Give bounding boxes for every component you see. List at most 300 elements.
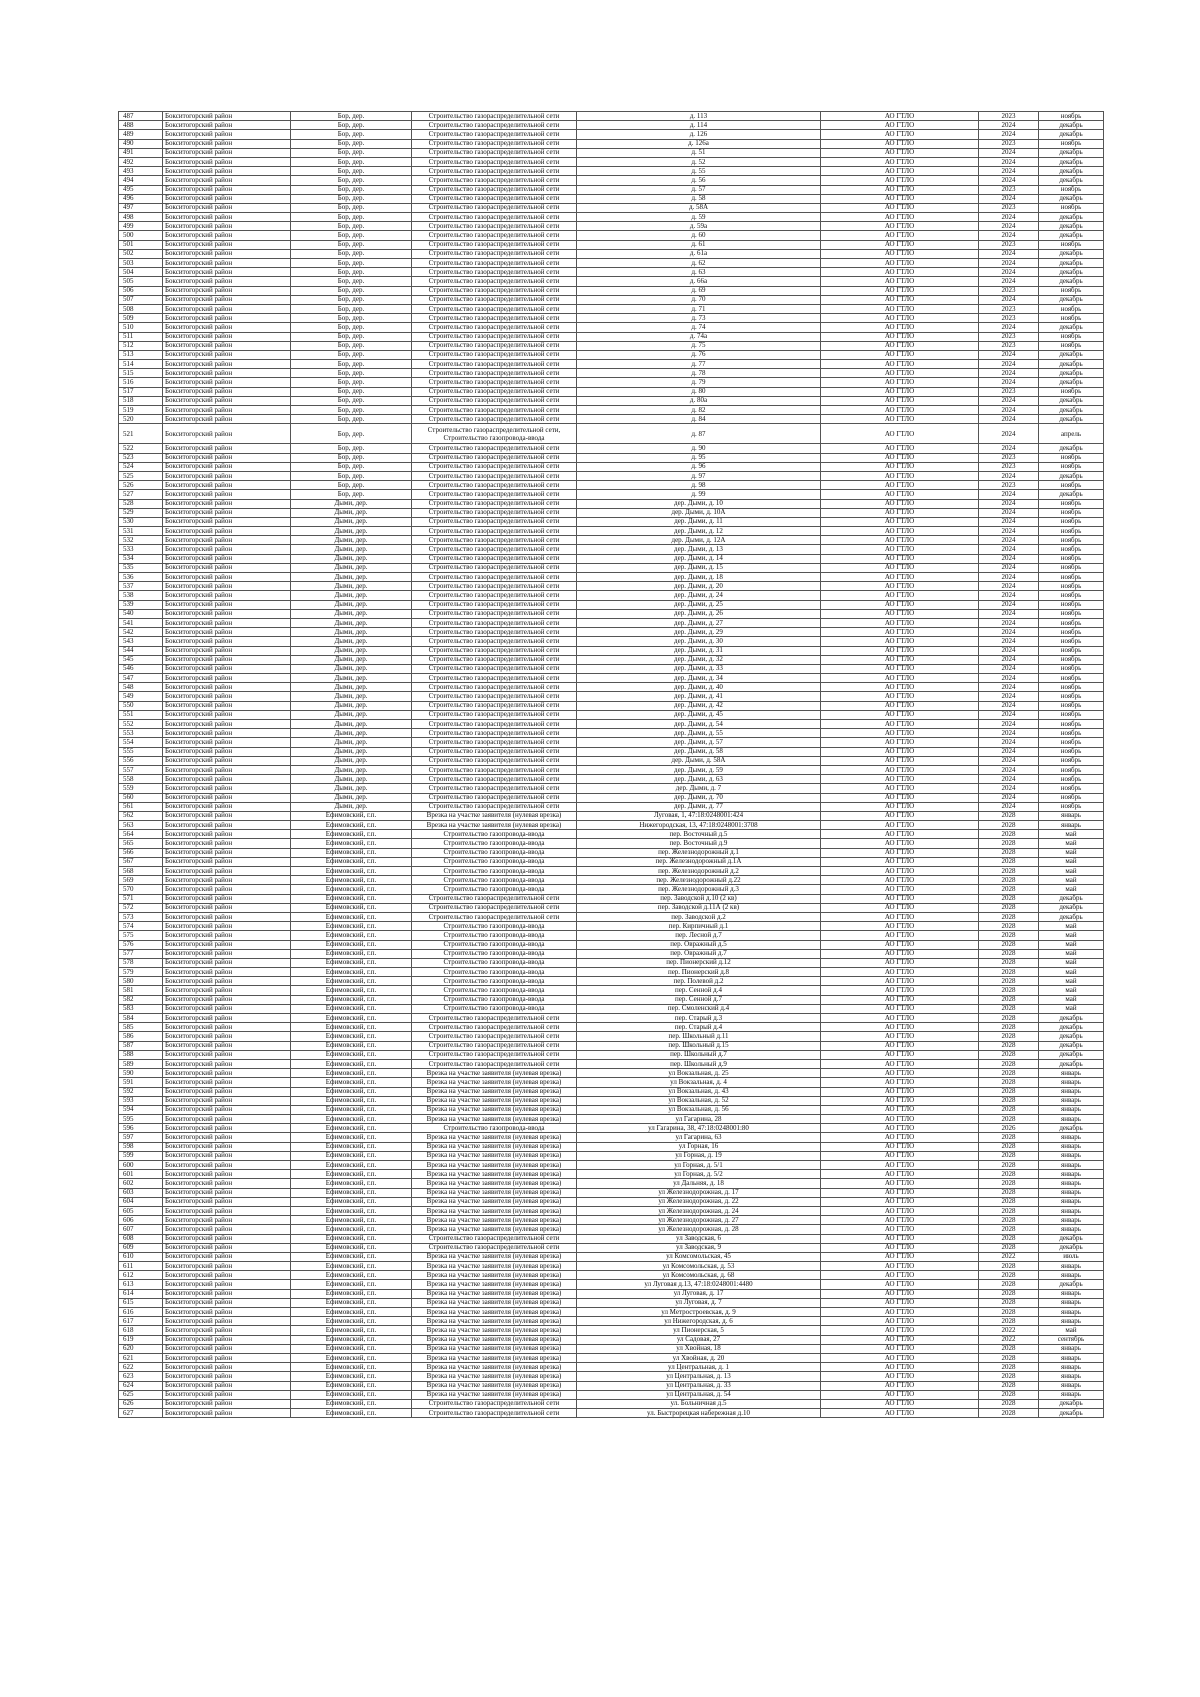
locality-cell: Бор, дер.: [291, 194, 412, 203]
work-type-cell: Врезка на участке заявителя (нулевая врезка): [412, 1363, 577, 1372]
year-cell: 2024: [979, 295, 1039, 304]
organization-cell: АО ГТЛО: [821, 940, 979, 949]
district-cell: Бокситогорский район: [163, 1059, 291, 1068]
address-cell: дер. Дыми, д. 70: [577, 793, 821, 802]
work-type-cell: Строительство газораспределительной сети: [412, 213, 577, 222]
table-row: [119, 1161, 1104, 1170]
year-cell: 2028: [979, 1317, 1039, 1326]
district-cell: Бокситогорский район: [163, 304, 291, 313]
table-row: [119, 268, 1104, 277]
organization-cell: АО ГТЛО: [821, 573, 979, 582]
year-cell: 2028: [979, 1289, 1039, 1298]
address-cell: ул. Больничная д.5: [577, 1399, 821, 1408]
work-type-cell: Строительство газораспределительной сети: [412, 121, 577, 130]
month-cell: январь: [1039, 1344, 1104, 1353]
work-type-cell: Строительство газораспределительной сети: [412, 194, 577, 203]
table-row: [119, 499, 1104, 508]
district-cell: Бокситогорский район: [163, 213, 291, 222]
address-cell: пер. Школьный д.9: [577, 1059, 821, 1068]
year-cell: 2024: [979, 406, 1039, 415]
locality-cell: Бор, дер.: [291, 471, 412, 480]
work-type-cell: Строительство газораспределительной сети: [412, 573, 577, 582]
locality-cell: Бор, дер.: [291, 240, 412, 249]
district-cell: Бокситогорский район: [163, 573, 291, 582]
organization-cell: АО ГТЛО: [821, 664, 979, 673]
work-type-cell: Врезка на участке заявителя (нулевая врезка): [412, 1216, 577, 1225]
organization-cell: АО ГТЛО: [821, 600, 979, 609]
address-cell: д. 80: [577, 387, 821, 396]
row-number-cell: 613: [119, 1280, 163, 1289]
row-number-cell: 529: [119, 508, 163, 517]
table-row: [119, 958, 1104, 967]
table-row: [119, 1363, 1104, 1372]
table-row: [119, 341, 1104, 350]
work-type-cell: Строительство газораспределительной сети: [412, 369, 577, 378]
address-cell: д. 78: [577, 369, 821, 378]
organization-cell: АО ГТЛО: [821, 876, 979, 885]
work-type-cell: Врезка на участке заявителя (нулевая врезка): [412, 1069, 577, 1078]
table-row: [119, 977, 1104, 986]
work-type-cell: Врезка на участке заявителя (нулевая врезка): [412, 1197, 577, 1206]
work-type-cell: Врезка на участке заявителя (нулевая врезка): [412, 1161, 577, 1170]
address-cell: дер. Дыми, д. 57: [577, 738, 821, 747]
locality-cell: Ефимовский, г.п.: [291, 1252, 412, 1261]
locality-cell: Бор, дер.: [291, 277, 412, 286]
address-cell: дер. Дыми, д. 63: [577, 775, 821, 784]
district-cell: Бокситогорский район: [163, 471, 291, 480]
district-cell: Бокситогорский район: [163, 958, 291, 967]
year-cell: 2024: [979, 729, 1039, 738]
month-cell: ноябрь: [1039, 453, 1104, 462]
month-cell: январь: [1039, 1289, 1104, 1298]
organization-cell: АО ГТЛО: [821, 396, 979, 405]
district-cell: Бокситогорский район: [163, 1087, 291, 1096]
table-row: [119, 885, 1104, 894]
district-cell: Бокситогорский район: [163, 1179, 291, 1188]
locality-cell: Бор, дер.: [291, 148, 412, 157]
work-type-cell: Строительство газораспределительной сети: [412, 176, 577, 185]
month-cell: декабрь: [1039, 277, 1104, 286]
row-number-cell: 612: [119, 1271, 163, 1280]
table-row: [119, 387, 1104, 396]
year-cell: 2028: [979, 1032, 1039, 1041]
organization-cell: АО ГТЛО: [821, 1326, 979, 1335]
table-row: [119, 1124, 1104, 1133]
year-cell: 2028: [979, 839, 1039, 848]
year-cell: 2023: [979, 304, 1039, 313]
district-cell: Бокситогорский район: [163, 1206, 291, 1215]
locality-cell: Дыми, дер.: [291, 545, 412, 554]
locality-cell: Бор, дер.: [291, 462, 412, 471]
row-number-cell: 527: [119, 490, 163, 499]
locality-cell: Ефимовский, г.п.: [291, 830, 412, 839]
table-row: [119, 628, 1104, 637]
row-number-cell: 504: [119, 268, 163, 277]
row-number-cell: 544: [119, 646, 163, 655]
year-cell: 2024: [979, 396, 1039, 405]
month-cell: декабрь: [1039, 157, 1104, 166]
row-number-cell: 625: [119, 1390, 163, 1399]
district-cell: Бокситогорский район: [163, 1151, 291, 1160]
organization-cell: АО ГТЛО: [821, 1252, 979, 1261]
year-cell: 2024: [979, 268, 1039, 277]
table-row: [119, 995, 1104, 1004]
district-cell: Бокситогорский район: [163, 462, 291, 471]
year-cell: 2024: [979, 360, 1039, 369]
address-cell: ул Луговая, д. 17: [577, 1289, 821, 1298]
table-row: [119, 1032, 1104, 1041]
district-cell: Бокситогорский район: [163, 1078, 291, 1087]
locality-cell: Дыми, дер.: [291, 701, 412, 710]
row-number-cell: 595: [119, 1115, 163, 1124]
district-cell: Бокситогорский район: [163, 1115, 291, 1124]
district-cell: Бокситогорский район: [163, 185, 291, 194]
table-row: [119, 747, 1104, 756]
row-number-cell: 539: [119, 600, 163, 609]
locality-cell: Бор, дер.: [291, 286, 412, 295]
month-cell: декабрь: [1039, 259, 1104, 268]
locality-cell: Ефимовский, г.п.: [291, 1381, 412, 1390]
organization-cell: АО ГТЛО: [821, 977, 979, 986]
year-cell: 2024: [979, 683, 1039, 692]
organization-cell: АО ГТЛО: [821, 314, 979, 323]
district-cell: Бокситогорский район: [163, 259, 291, 268]
work-type-cell: Строительство газораспределительной сети: [412, 112, 577, 121]
locality-cell: Бор, дер.: [291, 213, 412, 222]
work-type-cell: Строительство газораспределительной сети: [412, 609, 577, 618]
year-cell: 2024: [979, 259, 1039, 268]
table-row: [119, 1243, 1104, 1252]
work-type-cell: Строительство газораспределительной сети: [412, 1032, 577, 1041]
work-type-cell: Врезка на участке заявителя (нулевая врезка): [412, 1289, 577, 1298]
work-type-cell: Врезка на участке заявителя (нулевая врезка): [412, 1280, 577, 1289]
address-cell: д. 77: [577, 360, 821, 369]
work-type-cell: Врезка на участке заявителя (нулевая врезка): [412, 821, 577, 830]
organization-cell: АО ГТЛО: [821, 958, 979, 967]
district-cell: Бокситогорский район: [163, 249, 291, 258]
year-cell: 2028: [979, 968, 1039, 977]
month-cell: декабрь: [1039, 1014, 1104, 1023]
organization-cell: АО ГТЛО: [821, 1142, 979, 1151]
locality-cell: Ефимовский, г.п.: [291, 1179, 412, 1188]
address-cell: ул Хвойная, 18: [577, 1344, 821, 1353]
locality-cell: Дыми, дер.: [291, 765, 412, 774]
table-row: [119, 462, 1104, 471]
table-row: [119, 1252, 1104, 1261]
year-cell: 2024: [979, 655, 1039, 664]
district-cell: Бокситогорский район: [163, 130, 291, 139]
month-cell: январь: [1039, 1105, 1104, 1114]
year-cell: 2024: [979, 517, 1039, 526]
organization-cell: АО ГТЛО: [821, 729, 979, 738]
locality-cell: Дыми, дер.: [291, 527, 412, 536]
work-type-cell: Строительство газораспределительной сети: [412, 314, 577, 323]
organization-cell: АО ГТЛО: [821, 277, 979, 286]
row-number-cell: 495: [119, 185, 163, 194]
locality-cell: Бор, дер.: [291, 360, 412, 369]
row-number-cell: 598: [119, 1142, 163, 1151]
table-row: [119, 259, 1104, 268]
work-type-cell: Строительство газораспределительной сети: [412, 729, 577, 738]
address-cell: ул Метростроевская, д. 9: [577, 1308, 821, 1317]
organization-cell: АО ГТЛО: [821, 1280, 979, 1289]
district-cell: Бокситогорский район: [163, 830, 291, 839]
month-cell: ноябрь: [1039, 185, 1104, 194]
organization-cell: АО ГТЛО: [821, 332, 979, 341]
year-cell: 2024: [979, 471, 1039, 480]
row-number-cell: 516: [119, 378, 163, 387]
locality-cell: Бор, дер.: [291, 139, 412, 148]
district-cell: Бокситогорский район: [163, 1014, 291, 1023]
address-cell: ул Центральная, д. 13: [577, 1372, 821, 1381]
row-number-cell: 540: [119, 609, 163, 618]
organization-cell: АО ГТЛО: [821, 213, 979, 222]
table-row: [119, 350, 1104, 359]
locality-cell: Ефимовский, г.п.: [291, 922, 412, 931]
district-cell: Бокситогорский район: [163, 1262, 291, 1271]
month-cell: декабрь: [1039, 194, 1104, 203]
work-type-cell: Строительство газопровода-ввода: [412, 885, 577, 894]
work-type-cell: Врезка на участке заявителя (нулевая врезка): [412, 1133, 577, 1142]
month-cell: январь: [1039, 1216, 1104, 1225]
district-cell: Бокситогорский район: [163, 341, 291, 350]
organization-cell: АО ГТЛО: [821, 720, 979, 729]
month-cell: январь: [1039, 1381, 1104, 1390]
locality-cell: Ефимовский, г.п.: [291, 1243, 412, 1252]
locality-cell: Бор, дер.: [291, 453, 412, 462]
organization-cell: АО ГТЛО: [821, 1023, 979, 1032]
address-cell: пер. Железнодорожный д.1: [577, 848, 821, 857]
month-cell: май: [1039, 885, 1104, 894]
month-cell: ноябрь: [1039, 674, 1104, 683]
district-cell: Бокситогорский район: [163, 517, 291, 526]
work-type-cell: Строительство газораспределительной сети: [412, 415, 577, 424]
locality-cell: Дыми, дер.: [291, 618, 412, 627]
row-number-cell: 557: [119, 765, 163, 774]
month-cell: ноябрь: [1039, 240, 1104, 249]
locality-cell: Дыми, дер.: [291, 729, 412, 738]
row-number-cell: 560: [119, 793, 163, 802]
year-cell: 2024: [979, 121, 1039, 130]
year-cell: 2028: [979, 1262, 1039, 1271]
locality-cell: Дыми, дер.: [291, 683, 412, 692]
month-cell: январь: [1039, 1151, 1104, 1160]
locality-cell: Ефимовский, г.п.: [291, 1041, 412, 1050]
row-number-cell: 601: [119, 1170, 163, 1179]
row-number-cell: 602: [119, 1179, 163, 1188]
work-type-cell: Строительство газораспределительной сети: [412, 240, 577, 249]
year-cell: 2028: [979, 1151, 1039, 1160]
year-cell: 2024: [979, 350, 1039, 359]
row-number-cell: 492: [119, 157, 163, 166]
work-type-cell: Строительство газораспределительной сети: [412, 490, 577, 499]
table-row: [119, 139, 1104, 148]
district-cell: Бокситогорский район: [163, 323, 291, 332]
work-type-cell: Строительство газораспределительной сети: [412, 332, 577, 341]
address-cell: д. 79: [577, 378, 821, 387]
district-cell: Бокситогорский район: [163, 240, 291, 249]
locality-cell: Ефимовский, г.п.: [291, 949, 412, 958]
organization-cell: АО ГТЛО: [821, 1096, 979, 1105]
district-cell: Бокситогорский район: [163, 1161, 291, 1170]
row-number-cell: 618: [119, 1326, 163, 1335]
table-row: [119, 839, 1104, 848]
row-number-cell: 489: [119, 130, 163, 139]
locality-cell: Дыми, дер.: [291, 573, 412, 582]
year-cell: 2024: [979, 536, 1039, 545]
district-cell: Бокситогорский район: [163, 600, 291, 609]
address-cell: д. 52: [577, 157, 821, 166]
row-number-cell: 608: [119, 1234, 163, 1243]
organization-cell: АО ГТЛО: [821, 508, 979, 517]
month-cell: ноябрь: [1039, 203, 1104, 212]
table-row: [119, 857, 1104, 866]
row-number-cell: 518: [119, 396, 163, 405]
table-row: [119, 793, 1104, 802]
organization-cell: АО ГТЛО: [821, 793, 979, 802]
row-number-cell: 573: [119, 912, 163, 921]
row-number-cell: 514: [119, 360, 163, 369]
table-row: [119, 1014, 1104, 1023]
table-row: [119, 949, 1104, 958]
work-type-cell: Врезка на участке заявителя (нулевая врезка): [412, 1390, 577, 1399]
work-type-cell: Строительство газораспределительной сети: [412, 139, 577, 148]
table-row: [119, 249, 1104, 258]
district-cell: Бокситогорский район: [163, 1124, 291, 1133]
locality-cell: Ефимовский, г.п.: [291, 1197, 412, 1206]
table-row: [119, 1179, 1104, 1188]
address-cell: д. 74а: [577, 332, 821, 341]
work-type-cell: Строительство газораспределительной сети: [412, 1014, 577, 1023]
year-cell: 2028: [979, 1170, 1039, 1179]
table-row: [119, 609, 1104, 618]
address-cell: д. 73: [577, 314, 821, 323]
month-cell: январь: [1039, 811, 1104, 820]
row-number-cell: 548: [119, 683, 163, 692]
table-row: [119, 922, 1104, 931]
district-cell: Бокситогорский район: [163, 203, 291, 212]
district-cell: Бокситогорский район: [163, 848, 291, 857]
district-cell: Бокситогорский район: [163, 986, 291, 995]
table-row: [119, 481, 1104, 490]
organization-cell: АО ГТЛО: [821, 406, 979, 415]
row-number-cell: 512: [119, 341, 163, 350]
work-type-cell: Строительство газопровода-ввода: [412, 830, 577, 839]
row-number-cell: 576: [119, 940, 163, 949]
row-number-cell: 575: [119, 931, 163, 940]
month-cell: декабрь: [1039, 1399, 1104, 1408]
month-cell: май: [1039, 958, 1104, 967]
locality-cell: Дыми, дер.: [291, 499, 412, 508]
year-cell: 2028: [979, 1372, 1039, 1381]
locality-cell: Ефимовский, г.п.: [291, 876, 412, 885]
row-number-cell: 609: [119, 1243, 163, 1252]
work-type-cell: Строительство газораспределительной сети: [412, 277, 577, 286]
month-cell: январь: [1039, 1317, 1104, 1326]
organization-cell: АО ГТЛО: [821, 968, 979, 977]
organization-cell: АО ГТЛО: [821, 1188, 979, 1197]
year-cell: 2028: [979, 958, 1039, 967]
table-row: [119, 222, 1104, 231]
work-type-cell: Строительство газопровода-ввода: [412, 848, 577, 857]
table-row: [119, 720, 1104, 729]
work-type-cell: Строительство газопровода-ввода: [412, 876, 577, 885]
year-cell: 2024: [979, 609, 1039, 618]
row-number-cell: 497: [119, 203, 163, 212]
address-cell: дер. Дыми, д. 14: [577, 554, 821, 563]
year-cell: 2023: [979, 332, 1039, 341]
row-number-cell: 525: [119, 471, 163, 480]
district-cell: Бокситогорский район: [163, 554, 291, 563]
table-row: [119, 203, 1104, 212]
year-cell: 2023: [979, 462, 1039, 471]
address-cell: Нижегородская, 13, 47:18:0248001:3708: [577, 821, 821, 830]
month-cell: январь: [1039, 1096, 1104, 1105]
year-cell: 2028: [979, 1216, 1039, 1225]
row-number-cell: 589: [119, 1059, 163, 1068]
row-number-cell: 493: [119, 167, 163, 176]
year-cell: 2022: [979, 1252, 1039, 1261]
organization-cell: АО ГТЛО: [821, 481, 979, 490]
district-cell: Бокситогорский район: [163, 1133, 291, 1142]
row-number-cell: 583: [119, 1004, 163, 1013]
work-type-cell: Строительство газораспределительной сети: [412, 692, 577, 701]
table-row: [119, 1344, 1104, 1353]
year-cell: 2024: [979, 157, 1039, 166]
work-type-cell: Строительство газораспределительной сети: [412, 775, 577, 784]
organization-cell: АО ГТЛО: [821, 683, 979, 692]
month-cell: декабрь: [1039, 490, 1104, 499]
address-cell: ул Хвойная, д. 20: [577, 1353, 821, 1362]
district-cell: Бокситогорский район: [163, 995, 291, 1004]
table-row: [119, 1381, 1104, 1390]
address-cell: ул Железнодорожная, д. 22: [577, 1197, 821, 1206]
address-cell: д. 70: [577, 295, 821, 304]
year-cell: 2024: [979, 600, 1039, 609]
organization-cell: АО ГТЛО: [821, 1004, 979, 1013]
address-cell: ул Центральная, д. 54: [577, 1390, 821, 1399]
year-cell: 2023: [979, 286, 1039, 295]
year-cell: 2028: [979, 821, 1039, 830]
work-type-cell: Строительство газораспределительной сети: [412, 903, 577, 912]
organization-cell: АО ГТЛО: [821, 424, 979, 444]
month-cell: декабрь: [1039, 1234, 1104, 1243]
table-row: [119, 1234, 1104, 1243]
row-number-cell: 547: [119, 674, 163, 683]
organization-cell: АО ГТЛО: [821, 323, 979, 332]
organization-cell: АО ГТЛО: [821, 1087, 979, 1096]
organization-cell: АО ГТЛО: [821, 1289, 979, 1298]
address-cell: ул Гагарина, 63: [577, 1133, 821, 1142]
organization-cell: АО ГТЛО: [821, 867, 979, 876]
address-cell: пер. Старый д.4: [577, 1023, 821, 1032]
organization-cell: АО ГТЛО: [821, 554, 979, 563]
work-type-cell: Врезка на участке заявителя (нулевая врезка): [412, 1372, 577, 1381]
locality-cell: Ефимовский, г.п.: [291, 811, 412, 820]
year-cell: 2023: [979, 387, 1039, 396]
table-row: [119, 1280, 1104, 1289]
district-cell: Бокситогорский район: [163, 350, 291, 359]
row-number-cell: 626: [119, 1399, 163, 1408]
year-cell: 2022: [979, 1326, 1039, 1335]
work-type-cell: Строительство газораспределительной сети: [412, 655, 577, 664]
row-number-cell: 554: [119, 738, 163, 747]
month-cell: январь: [1039, 1161, 1104, 1170]
district-cell: Бокситогорский район: [163, 481, 291, 490]
locality-cell: Ефимовский, г.п.: [291, 977, 412, 986]
row-number-cell: 523: [119, 453, 163, 462]
locality-cell: Ефимовский, г.п.: [291, 894, 412, 903]
